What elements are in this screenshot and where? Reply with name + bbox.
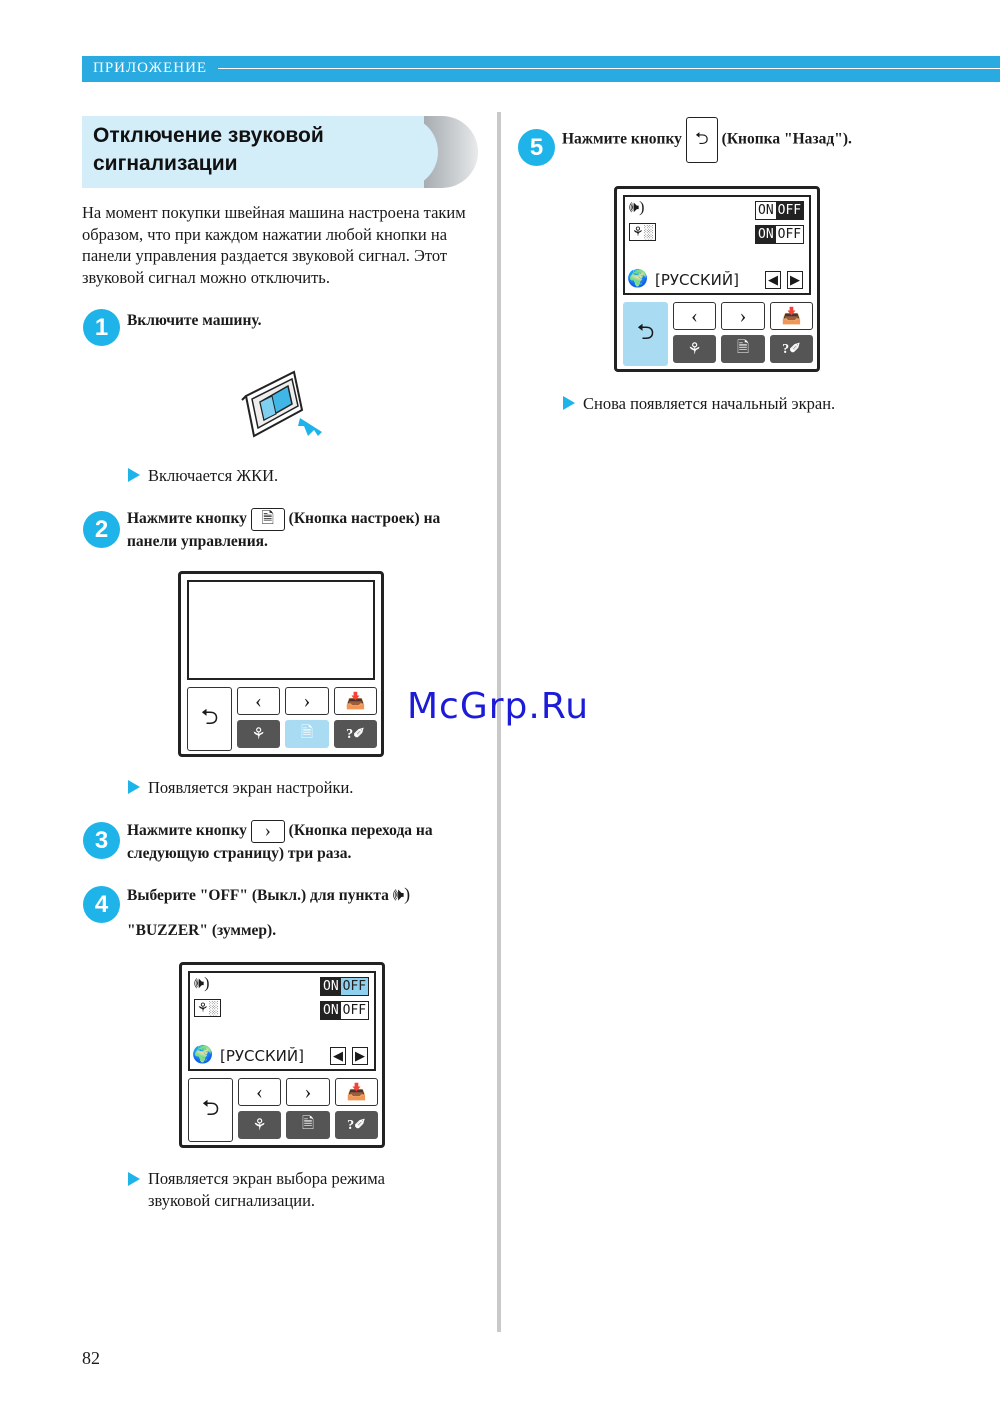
lcd-screen xyxy=(188,971,376,1071)
back-button[interactable] xyxy=(188,1078,233,1142)
header-bar xyxy=(82,56,1000,82)
embroidery-button[interactable] xyxy=(673,335,716,363)
back-arrow-icon: ⮌ xyxy=(201,1095,220,1120)
header-rule xyxy=(218,68,1000,69)
embroidery-icon: ⚘ xyxy=(252,1117,267,1134)
step-1-text: Включите машину. xyxy=(127,312,262,329)
settings-button[interactable] xyxy=(286,1111,330,1139)
speaker-icon: 🕪) xyxy=(194,975,210,992)
help-button[interactable] xyxy=(335,1111,378,1139)
globe-icon: 🌍 xyxy=(192,1045,214,1064)
settings-page-icon: 🗎 xyxy=(301,1115,315,1132)
light-icon: ⚘░ xyxy=(194,999,221,1017)
back-button[interactable] xyxy=(187,687,232,751)
embroidery-button[interactable] xyxy=(238,1111,281,1139)
settings-page-icon: 🗎 xyxy=(300,724,314,741)
help-button[interactable] xyxy=(770,335,813,363)
embroidery-icon: ⚘ xyxy=(251,726,266,743)
language-prev-button[interactable]: ◀ xyxy=(330,1047,346,1065)
lcd-panel-back xyxy=(614,186,820,372)
step-2-number: 2 xyxy=(83,511,120,548)
intro-paragraph: На момент покупки швейная машина настроена таким образом, что при каждом нажатии любой кнопки на панели управления раздается звуковой сигнал. Этот звуковой сигнал можно отключить. xyxy=(82,203,466,287)
step-5-text: Нажмите кнопку ⮌ (Кнопка "Назад"). xyxy=(562,117,992,163)
step-4-number: 4 xyxy=(83,886,120,923)
back-button[interactable] xyxy=(623,302,668,366)
watermark: McGrp.Ru xyxy=(407,686,590,727)
step-3-text: Нажмите кнопку › (Кнопка перехода на следующую страницу) три раза. xyxy=(127,820,433,862)
speaker-icon: 🕪) xyxy=(392,884,411,904)
power-switch-illustration xyxy=(238,366,330,442)
lcd-screen xyxy=(187,580,375,680)
prev-page-button[interactable] xyxy=(237,687,280,715)
help-machine-icon: ?✐ xyxy=(347,1117,366,1133)
result-arrow-icon xyxy=(128,468,140,482)
embroidery-button[interactable] xyxy=(237,720,280,748)
settings-button-icon: 🗎 xyxy=(251,508,285,531)
lcd-panel-settings xyxy=(178,571,384,757)
back-button-icon: ⮌ xyxy=(686,117,718,163)
result-arrow-icon xyxy=(128,780,140,794)
chevron-left-icon: ‹ xyxy=(255,689,262,712)
result-arrow-icon xyxy=(128,1172,140,1186)
step-1-number: 1 xyxy=(83,309,120,346)
title-line-1: Отключение звуковой xyxy=(93,124,324,147)
settings-button[interactable] xyxy=(721,335,765,363)
next-page-button[interactable] xyxy=(285,687,329,715)
next-page-button-icon: › xyxy=(251,820,285,843)
settings-page-icon: 🗎 xyxy=(736,339,750,356)
prev-page-button[interactable] xyxy=(673,302,716,330)
chevron-right-icon: › xyxy=(304,1080,312,1103)
next-page-button[interactable] xyxy=(721,302,765,330)
back-arrow-icon: ⮌ xyxy=(636,319,655,344)
download-tray-icon: 📥 xyxy=(781,308,802,325)
chevron-right-icon: › xyxy=(739,304,747,327)
next-page-button[interactable] xyxy=(286,1078,330,1106)
pattern-button[interactable] xyxy=(334,687,377,715)
pattern-button[interactable] xyxy=(335,1078,378,1106)
pattern-button[interactable] xyxy=(770,302,813,330)
title-line-2: сигнализации xyxy=(93,152,238,175)
step-3-number: 3 xyxy=(83,822,120,859)
help-button[interactable] xyxy=(334,720,377,748)
light-toggle[interactable]: ON OFF xyxy=(755,225,804,244)
language-next-button[interactable]: ▶ xyxy=(352,1047,368,1065)
buzzer-toggle[interactable]: ON OFF xyxy=(755,201,804,220)
step-5-number: 5 xyxy=(518,129,555,166)
step-4-text: Выберите "OFF" (Выкл.) для пункта 🕪) xyxy=(127,884,411,904)
chevron-right-icon: › xyxy=(303,689,311,712)
language-value: [РУССКИЙ] xyxy=(220,1047,304,1065)
embroidery-icon: ⚘ xyxy=(687,341,702,358)
section-header: ПРИЛОЖЕНИЕ xyxy=(93,60,208,76)
speaker-icon: 🕪) xyxy=(629,199,645,216)
settings-button[interactable] xyxy=(285,720,329,748)
back-arrow-icon: ⮌ xyxy=(200,704,219,729)
chevron-left-icon: ‹ xyxy=(691,304,698,327)
light-icon: ⚘░ xyxy=(629,223,656,241)
lcd-panel-buzzer xyxy=(179,962,385,1148)
step-4-text-2: "BUZZER" (зуммер). xyxy=(127,922,277,939)
step-2-result: Появляется экран настройки. xyxy=(148,778,354,797)
language-value: [РУССКИЙ] xyxy=(655,271,739,289)
step-2-text: Нажмите кнопку 🗎 (Кнопка настроек) на панели управления. xyxy=(127,510,441,550)
step-1-result: Включается ЖКИ. xyxy=(148,466,279,485)
chevron-left-icon: ‹ xyxy=(256,1080,263,1103)
light-toggle[interactable]: ON OFF xyxy=(320,1001,369,1020)
globe-icon: 🌍 xyxy=(627,269,649,288)
buzzer-toggle[interactable]: ON OFF xyxy=(320,977,369,996)
page-title xyxy=(93,122,413,178)
step-4-result: Появляется экран выбора режима звуковой сигнализации. xyxy=(148,1169,385,1210)
result-arrow-icon xyxy=(563,396,575,410)
help-machine-icon: ?✐ xyxy=(346,726,365,742)
page-number: 82 xyxy=(82,1348,100,1368)
prev-page-button[interactable] xyxy=(238,1078,281,1106)
help-machine-icon: ?✐ xyxy=(782,341,801,357)
language-prev-button[interactable]: ◀ xyxy=(765,271,781,289)
language-next-button[interactable]: ▶ xyxy=(787,271,803,289)
step-5-result: Снова появляется начальный экран. xyxy=(583,394,836,413)
lcd-screen xyxy=(623,195,811,295)
download-tray-icon: 📥 xyxy=(345,693,366,710)
download-tray-icon: 📥 xyxy=(346,1084,367,1101)
